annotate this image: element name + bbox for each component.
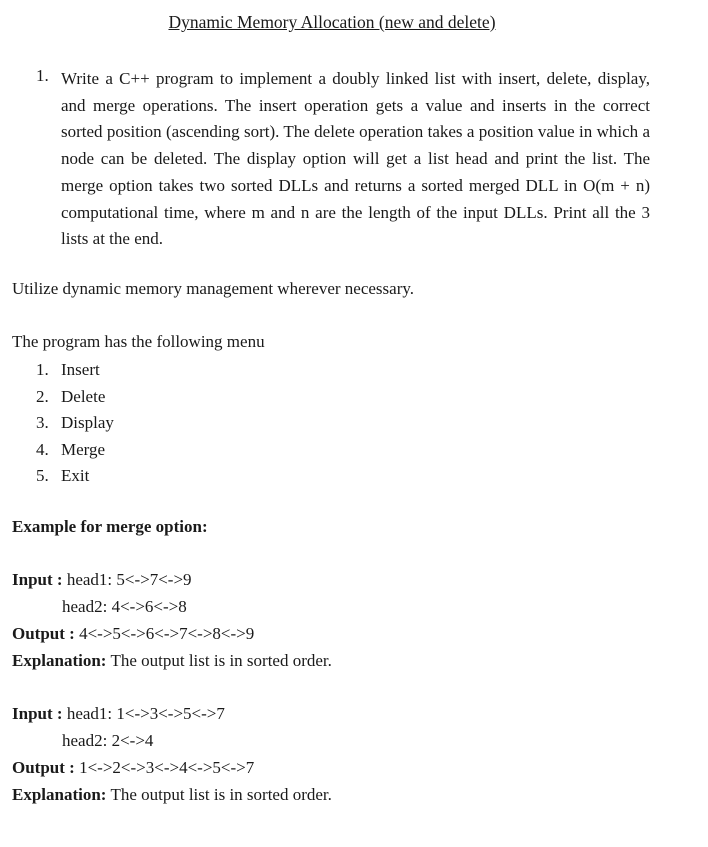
menu-item-insert <box>36 357 114 384</box>
explanation-label: Explanation: <box>12 785 107 804</box>
menu-item-label: Merge <box>61 439 106 459</box>
output-value: 1<->2<->3<->4<->5<->7 <box>79 758 255 777</box>
menu-item-label: Exit <box>61 466 90 485</box>
question-1 <box>36 66 650 253</box>
example-heading: Example for merge option: <box>12 517 208 536</box>
example-2-input <box>12 704 225 724</box>
output-label: Output : <box>12 758 75 777</box>
question-number: 1. <box>36 66 49 85</box>
menu-item-label: Display <box>61 413 114 432</box>
menu-item-label: Delete <box>61 386 106 406</box>
menu-item-number: 2. <box>36 386 49 406</box>
explanation-text: The output list is in sorted order. <box>110 785 332 804</box>
explanation-text: The output list is in sorted order. <box>110 651 332 670</box>
input-label: Input : <box>12 704 63 723</box>
menu-item-number: 1. <box>36 360 49 379</box>
output-label: Output : <box>12 624 75 643</box>
menu-item-number: 5. <box>36 466 49 485</box>
menu-list <box>36 357 114 490</box>
explanation-label: Explanation: <box>12 651 107 670</box>
question-text: Write a C++ program to implement a doubly linked list with insert, delete, display, and merge operations. The insert operation gets a value and inserts in the correct sorted position (ascending sort). The delete operation takes a position value in which a node can be deleted. The display option will get a list head and print the list. The merge option takes two sorted DLLs and returns a sorted merged DLL in O(m + n) computational time, where m and n are the length of the input DLLs. Print all the 3 lists at the end. <box>61 69 650 249</box>
page-title: Dynamic Memory Allocation (new and delete) <box>168 12 496 32</box>
example-2-head2: head2: 2<->4 <box>62 731 154 750</box>
head1-value: head1: 5<->7<->9 <box>66 570 192 589</box>
menu-item-delete <box>36 384 114 411</box>
menu-item-exit <box>36 463 114 490</box>
input-label: Input : <box>12 570 63 589</box>
menu-item-display <box>36 410 114 437</box>
example-1-input <box>12 570 192 590</box>
example-2-output <box>12 758 254 778</box>
head1-value: head1: 1<->3<->5<->7 <box>66 704 225 723</box>
menu-item-number: 3. <box>36 413 49 432</box>
example-1-explanation <box>12 651 332 671</box>
example-1-output <box>12 624 254 644</box>
example-1-head2: head2: 4<->6<->8 <box>62 597 187 616</box>
menu-item-merge <box>36 437 114 464</box>
example-2-explanation <box>12 785 332 805</box>
menu-item-number: 4. <box>36 439 49 459</box>
output-value: 4<->5<->6<->7<->8<->9 <box>79 624 255 643</box>
note-text: Utilize dynamic memory management wherever necessary. <box>12 279 415 298</box>
menu-item-label: Insert <box>61 360 100 379</box>
menu-heading: The program has the following menu <box>12 332 265 351</box>
